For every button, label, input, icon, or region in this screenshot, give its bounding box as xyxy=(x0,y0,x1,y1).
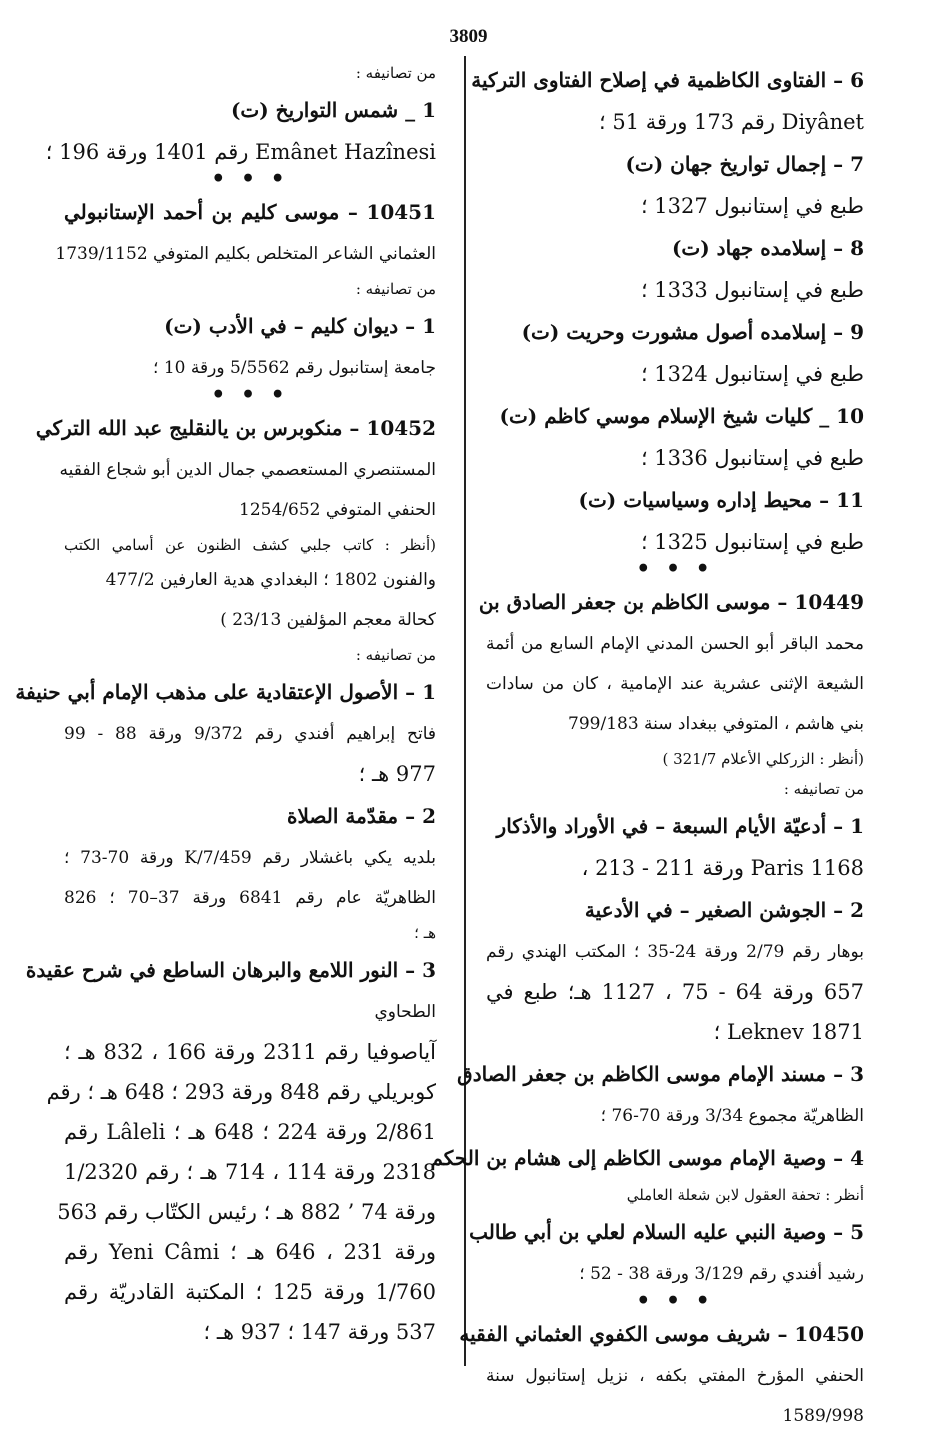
right-column-line: 11 – محيط إداره وسياسيات (ت) xyxy=(578,488,864,512)
right-column-line: الظاهريّة مجموع 3/34 ورقة 70-76 ؛ xyxy=(600,1106,864,1126)
right-column-line: 4 – وصية الإمام موسى الكاظم إلى هشام بن الحكم xyxy=(430,1146,864,1170)
right-column-line: 8 – إسلامده جهاد (ت) xyxy=(671,236,864,260)
left-column-line: والفنون 1802 ؛ البغدادي هدية العارفين 477/2 xyxy=(105,570,436,590)
right-column-line: بني هاشم ، المتوفي ببغداد سنة 799/183 xyxy=(568,714,864,734)
left-column xyxy=(15,58,437,1352)
left-column-line: ورقة 74 ’ 882 هـ ؛ رئيس الكتّاب رقم 563 xyxy=(57,1200,436,1224)
left-column-line: آياصوفيا رقم 2311 ورقة 166 ، 832 هـ ؛ xyxy=(64,1040,436,1064)
right-column-line: 10450 – شريف موسى الكفوي العثماني الفقيه xyxy=(459,1322,864,1346)
left-column-line: الظاهريّة عام رقم 6841 ورقة 37–70 ؛ 826 xyxy=(64,888,436,908)
left-column-line: الحنفي المتوفي 1254/652 xyxy=(239,500,436,520)
left-column-line: من تصانيفه : xyxy=(355,646,436,664)
right-column-line: Diyânet رقم 173 ورقة 51 ؛ xyxy=(599,110,864,134)
right-column-line: 657 ورقة 64 - 75 ، 1127 هـ؛ طبع في xyxy=(486,980,864,1004)
left-column-line: كحالة معجم المؤلفين 23/13 ) xyxy=(220,610,436,630)
left-column-line: 2 – مقدّمة الصلاة xyxy=(287,804,436,828)
right-column-line: Paris 1168 ورقة 211 - 213 ، xyxy=(581,856,864,880)
right-column-line: بوهار رقم 2/79 ورقة 24-35 ؛ المكتب الهندي رقم xyxy=(486,942,865,962)
left-column-line: Emânet Hazînesi رقم 1401 ورقة 196 ؛ xyxy=(45,140,436,164)
right-column-line: رشيد أفندي رقم 3/129 ورقة 38 - 52 ؛ xyxy=(579,1264,864,1284)
left-column-line: 1 _ شمس التواريخ (ت) xyxy=(230,98,436,122)
left-column-line: 1 – ديوان كليم – في الأدب (ت) xyxy=(164,314,436,338)
left-column-line: كوبريلي رقم 848 ورقة 293 ؛ 648 هـ ؛ رقم xyxy=(46,1080,436,1104)
left-column-line: 537 ورقة 147 ؛ 937 هـ ؛ xyxy=(203,1320,436,1344)
right-column-line: 5 – وصية النبي عليه السلام لعلي بن أبي طالب xyxy=(469,1220,864,1244)
left-column-line: من تصانيفه : xyxy=(355,64,436,82)
left-column-line: ورقة 231 ، 646 هـ ؛ Yeni Câmi رقم xyxy=(64,1240,436,1264)
left-column-line: العثماني الشاعر المتخلص بكليم المتوفي 1739/1152 xyxy=(55,244,436,264)
right-column-line: طبع في إستانبول 1325 ؛ xyxy=(640,530,864,554)
left-column-line: 1/760 ورقة 125 ؛ المكتبة القادريّة رقم xyxy=(64,1280,436,1304)
right-column-line: Leknev 1871 ؛ xyxy=(713,1020,864,1044)
right-column-line: • • • xyxy=(636,556,714,582)
left-column-line: المستنصري المستعصمي جمال الدين أبو شجاع الفقيه xyxy=(59,460,436,480)
right-column-line: 9 – إسلامده أصول مشورت وحريت (ت) xyxy=(521,320,864,344)
right-column xyxy=(430,58,865,1436)
left-column-line: فاتح إبراهيم أفندي رقم 9/372 ورقة 88 - 99 xyxy=(64,724,437,744)
page-number: 3809 xyxy=(449,26,488,47)
right-column-line: 6 – الفتاوى الكاظمية في إصلاح الفتاوى التركية xyxy=(471,68,864,92)
left-column-line: • • • xyxy=(211,166,289,192)
right-column-line: 10 _ كليات شيخ الإسلام موسي كاظم (ت) xyxy=(499,404,864,428)
right-column-line: 10449 – موسى الكاظم بن جعفر الصادق بن xyxy=(478,590,864,614)
right-column-line: طبع في إستانبول 1324 ؛ xyxy=(640,362,864,386)
right-column-line: 7 – إجمال تواريخ جهان (ت) xyxy=(625,152,864,176)
left-column-line: 2318 ورقة 114 ، 714 هـ ؛ رقم 1/2320 xyxy=(64,1160,436,1184)
left-column-line: من تصانيفه : xyxy=(355,280,436,298)
left-column-line: 2/861 ورقة 224 ؛ 648 هـ ؛ Lâleli رقم xyxy=(64,1120,436,1144)
right-column-line: 1589/998 xyxy=(782,1406,864,1426)
left-column-line: 977 هـ ؛ xyxy=(358,762,436,786)
left-column-line: بلديه يكي باغشلار رقم 7/459/K ورقة 70-73 ؛ xyxy=(64,848,436,868)
left-column-line: هـ ؛ xyxy=(414,924,436,942)
right-column-line: (أنظر : الزركلي الأعلام 321/7 ) xyxy=(662,750,864,768)
right-column-line: طبع في إستانبول 1327 ؛ xyxy=(640,194,864,218)
left-column-line: 1 – الأصول الإعتقادية على مذهب الإمام أبي حنيفة xyxy=(15,680,436,704)
left-column-line: 3 – النور اللامع والبرهان الساطع في شرح عقيدة xyxy=(25,958,436,982)
right-column-line: • • • xyxy=(636,1288,714,1314)
left-column-line: الطحاوي xyxy=(374,1002,436,1022)
right-column-line: طبع في إستانبول 1336 ؛ xyxy=(640,446,864,470)
right-column-line: 2 – الجوشن الصغير – في الأدعية xyxy=(584,898,864,922)
right-column-line: طبع في إستانبول 1333 ؛ xyxy=(640,278,864,302)
left-column-line: 10452 – منكوبرس بن يالنقليج عبد الله التركي xyxy=(35,416,436,440)
right-column-line: من تصانيفه : xyxy=(783,780,864,798)
left-column-line: • • • xyxy=(211,382,289,408)
right-column-line: أنظر : تحفة العقول لابن شعلة العاملي xyxy=(626,1186,864,1204)
right-column-line: الشيعة الإثنى عشرية عند الإمامية ، كان من سادات xyxy=(486,674,864,694)
right-column-line: 3 – مسند الإمام موسى الكاظم بن جعفر الصادق xyxy=(457,1062,864,1086)
left-column-line: (أنظر : كاتب جلبي كشف الظنون عن أسامي الكتب xyxy=(64,536,436,554)
left-column-line: جامعة إستانبول رقم 5/5562 ورقة 10 ؛ xyxy=(153,358,436,378)
right-column-line: الحنفي المؤرخ المفتي بكفه ، نزيل إستانبول سنة xyxy=(486,1366,864,1386)
left-column-line: 10451 – موسى كليم بن أحمد الإستانبولي xyxy=(64,200,436,224)
right-column-line: محمد الباقر أبو الحسن المدني الإمام السابع من أئمة xyxy=(486,634,864,654)
right-column-line: 1 – أدعيّة الأيام السبعة – في الأوراد والأذكار xyxy=(496,814,864,838)
